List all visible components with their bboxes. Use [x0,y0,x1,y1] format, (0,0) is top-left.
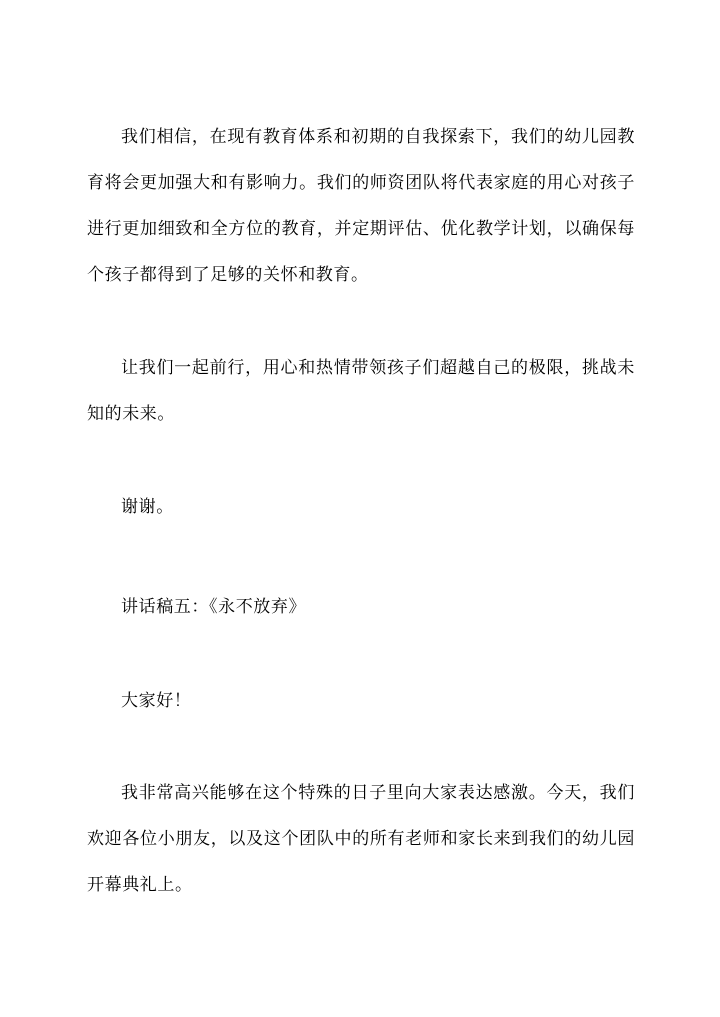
speech-heading: 讲话稿五：《永不放弃》 [121,597,307,617]
paragraph-greeting: 大家好！ [121,691,192,711]
paragraph-move-forward: 让我们一起前行，用心和热情带领孩子们超越自己的极限，挑战未知的未来。 [87,358,635,424]
paragraph-thanks: 谢谢。 [121,497,174,517]
paragraph-welcome: 我非常高兴能够在这个特殊的日子里向大家表达感激。今天，我们欢迎各位小朋友，以及这个团队中的所有老师和家长来到我们的幼儿园开幕典礼上。 [87,783,635,895]
paragraph-belief: 我们相信，在现有教育体系和初期的自我探索下，我们的幼儿园教育将会更加强大和有影响力。我们的师资团队将代表家庭的用心对孩子进行更加细致和全方位的教育，并定期评估、优化教学计划，以确保每个孩子都得到了足够的关怀和教育。 [87,127,635,285]
